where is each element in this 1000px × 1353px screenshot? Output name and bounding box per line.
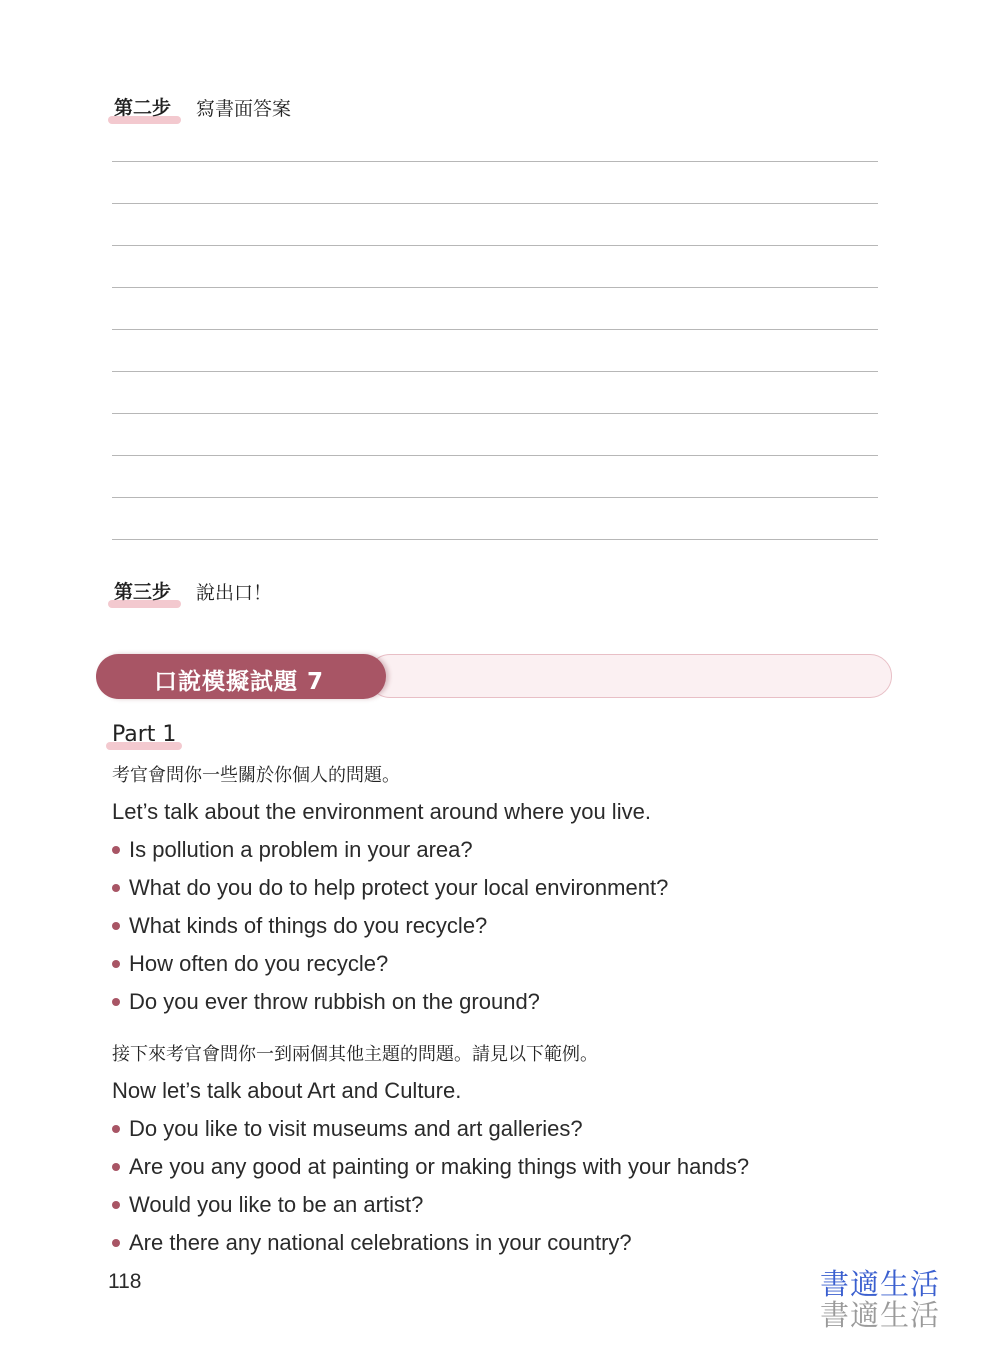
watermark-logo: 書適生活 — [820, 1267, 941, 1301]
question-text: What do you do to help protect your local environment? — [129, 875, 669, 900]
answer-line[interactable] — [112, 413, 878, 414]
question-item — [112, 989, 540, 1015]
question-text: Is pollution a problem in your area? — [129, 837, 473, 862]
answer-line[interactable] — [112, 455, 878, 456]
part-label: Part 1 — [112, 722, 177, 747]
section-banner-title: 口說模擬試題 7 — [154, 669, 325, 695]
question-item — [112, 1230, 632, 1256]
bullet-icon — [112, 1239, 120, 1247]
question-item — [112, 913, 487, 939]
bullet-icon — [112, 846, 120, 854]
question-text: How often do you recycle? — [129, 951, 389, 976]
question-item — [112, 951, 388, 977]
section-1-instruction: 考官會問你一些關於你個人的問題。 — [112, 765, 400, 786]
section-banner-track — [368, 654, 892, 698]
question-item — [112, 875, 668, 901]
question-item — [112, 1192, 423, 1218]
answer-line[interactable] — [112, 287, 878, 288]
answer-line[interactable] — [112, 203, 878, 204]
answer-line[interactable] — [112, 539, 878, 540]
question-item — [112, 1116, 583, 1142]
answer-line[interactable] — [112, 497, 878, 498]
question-item — [112, 1154, 749, 1180]
answer-line[interactable] — [112, 245, 878, 246]
question-item — [112, 837, 473, 863]
bullet-icon — [112, 1125, 120, 1133]
step-3-text: 說出口！ — [196, 582, 273, 604]
question-text: What kinds of things do you recycle? — [129, 913, 488, 938]
answer-line[interactable] — [112, 371, 878, 372]
answer-line[interactable] — [112, 329, 878, 330]
section-1-intro: Let’s talk about the environment around where you live. — [112, 799, 651, 824]
step-3-label: 第三步 — [112, 577, 173, 604]
bullet-icon — [112, 922, 120, 930]
question-text: Do you ever throw rubbish on the ground? — [129, 989, 540, 1014]
question-text: Do you like to visit museums and art galleries? — [129, 1116, 583, 1141]
step-2-label: 第二步 — [112, 93, 173, 120]
bullet-icon — [112, 998, 120, 1006]
section-2-intro: Now let’s talk about Art and Culture. — [112, 1078, 462, 1103]
question-text: Are there any national celebrations in your country? — [129, 1230, 632, 1255]
bullet-icon — [112, 1201, 120, 1209]
bullet-icon — [112, 884, 120, 892]
watermark-logo-shadow: 書適生活 — [820, 1298, 941, 1332]
step-2-text: 寫書面答案 — [196, 98, 292, 120]
page-number: 118 — [108, 1270, 142, 1293]
answer-line[interactable] — [112, 161, 878, 162]
bullet-icon — [112, 1163, 120, 1171]
question-text: Are you any good at painting or making things with your hands? — [129, 1154, 750, 1179]
question-text: Would you like to be an artist? — [129, 1192, 424, 1217]
bullet-icon — [112, 960, 120, 968]
section-2-instruction: 接下來考官會問你一到兩個其他主題的問題。請見以下範例。 — [112, 1044, 598, 1065]
